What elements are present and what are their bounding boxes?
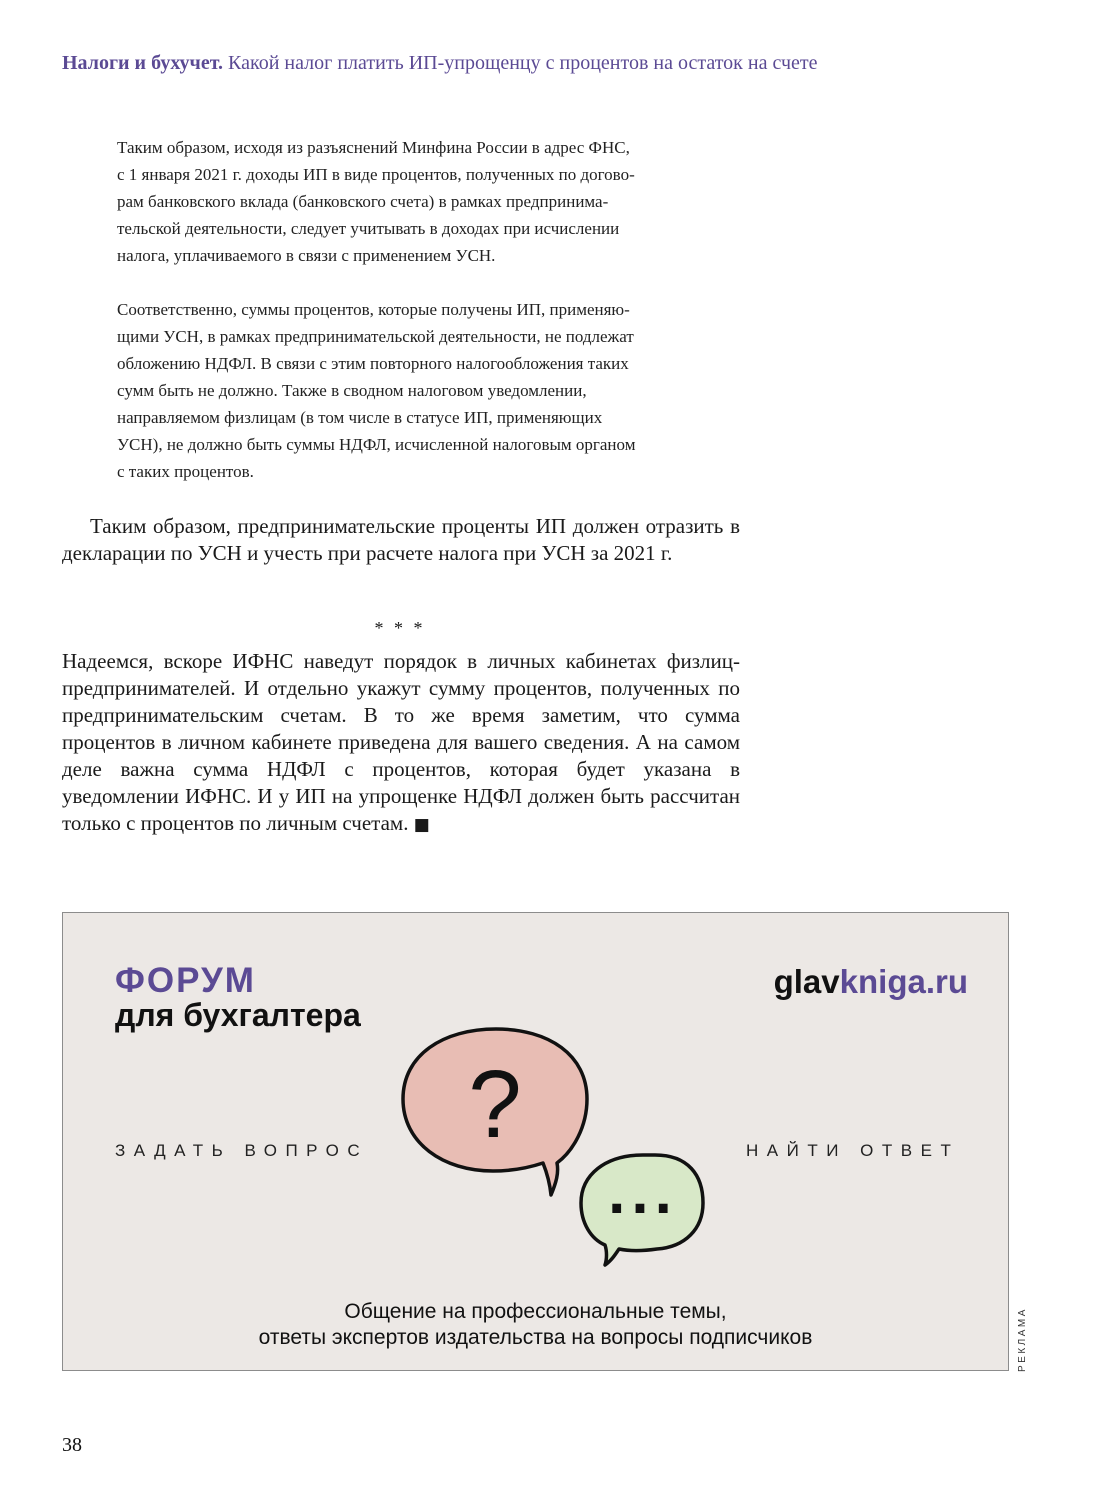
ad-site-link[interactable] (774, 963, 968, 1001)
quote-line: сумм быть не должно. Также в сводном налоговом уведомлении, (117, 381, 587, 400)
quote-line: рам банковского вклада (банковского счета) в рамках предпринима- (117, 192, 609, 211)
section-separator: * * * (374, 618, 426, 638)
article-title: Какой налог платить ИП-упрощенцу с процентов на остаток на счете (228, 52, 818, 74)
quote-line: УСН), не должно быть суммы НДФЛ, исчисленной налоговым органом (117, 435, 636, 454)
ad-forum-subtitle: для бухгалтера (115, 997, 361, 1033)
ellipsis: ... (608, 1158, 678, 1227)
quote-line: с 1 января 2021 г. доходы ИП в виде процентов, полученных по догово- (117, 165, 635, 184)
quote-line: Таким образом, исходя из разъяснений Минфина России в адрес ФНС, (117, 138, 630, 157)
quote-paragraph-2 (117, 296, 732, 485)
ad-caption (63, 1299, 1008, 1351)
quote-line: с таких процентов. (117, 462, 254, 481)
forum-advertisement[interactable] (62, 912, 1009, 1371)
ad-label: РЕКЛАМА (1017, 1307, 1028, 1372)
page-number: 38 (62, 1434, 82, 1456)
end-mark-icon: ■ (413, 815, 430, 835)
answer-bubble-icon (581, 1155, 703, 1265)
question-mark: ? (468, 1051, 522, 1158)
ad-caption-line-2: ответы экспертов издательства на вопросы подписчиков (258, 1326, 813, 1349)
running-head (62, 52, 1042, 75)
speech-bubbles-illustration (393, 1025, 713, 1285)
quote-paragraph-1 (117, 134, 732, 269)
quote-line: тельской деятельности, следует учитывать в доходах при исчислении (117, 219, 620, 238)
section-title: Налоги и бухучет. (62, 52, 224, 74)
ad-find-answer: НАЙТИ ОТВЕТ (746, 1141, 960, 1160)
quote-line: направляемом физлицам (в том числе в статусе ИП, применяющих (117, 408, 603, 427)
ad-site-prefix: glav (773, 963, 840, 1000)
conclusion-paragraph (62, 513, 740, 567)
quote-line: щими УСН, в рамках предпринимательской деятельности, не подлежат (117, 327, 634, 346)
quote-line: Соответственно, суммы процентов, которые получены ИП, применяю- (117, 300, 630, 319)
ad-forum-title: ФОРУМ (115, 961, 256, 1000)
question-bubble-icon (403, 1029, 587, 1195)
ad-site-accent: kniga.ru (839, 963, 968, 1000)
conclusion-text: Таким образом, предпринимательские проценты ИП должен отразить в декларации по УСН и учесть при расчете налога при УСН за 2021 г. (62, 514, 740, 565)
ad-ask-question: ЗАДАТЬ ВОПРОС (115, 1141, 369, 1160)
quote-line: обложению НДФЛ. В связи с этим повторного налогообложения таких (117, 354, 629, 373)
closing-text: Надеемся, вскоре ИФНС наведут порядок в личных кабинетах физлиц-предпринимателей. И отдельно укажут сумму процентов, полученных по предпринимательским счетам. В то же время заметим, что сумма процентов в личном кабинете приведена для вашего сведения. А на самом деле важна сумма НДФЛ с процентов, которая будет указана в уведомлении ИФНС. И у ИП на упрощенке НДФЛ должен быть рассчитан только с процентов по личным счетам. (62, 649, 740, 835)
quote-line: налога, уплачиваемого в связи с применением УСН. (117, 246, 496, 265)
closing-paragraph (62, 648, 740, 839)
ad-caption-line-1: Общение на профессиональные темы, (344, 1300, 727, 1323)
